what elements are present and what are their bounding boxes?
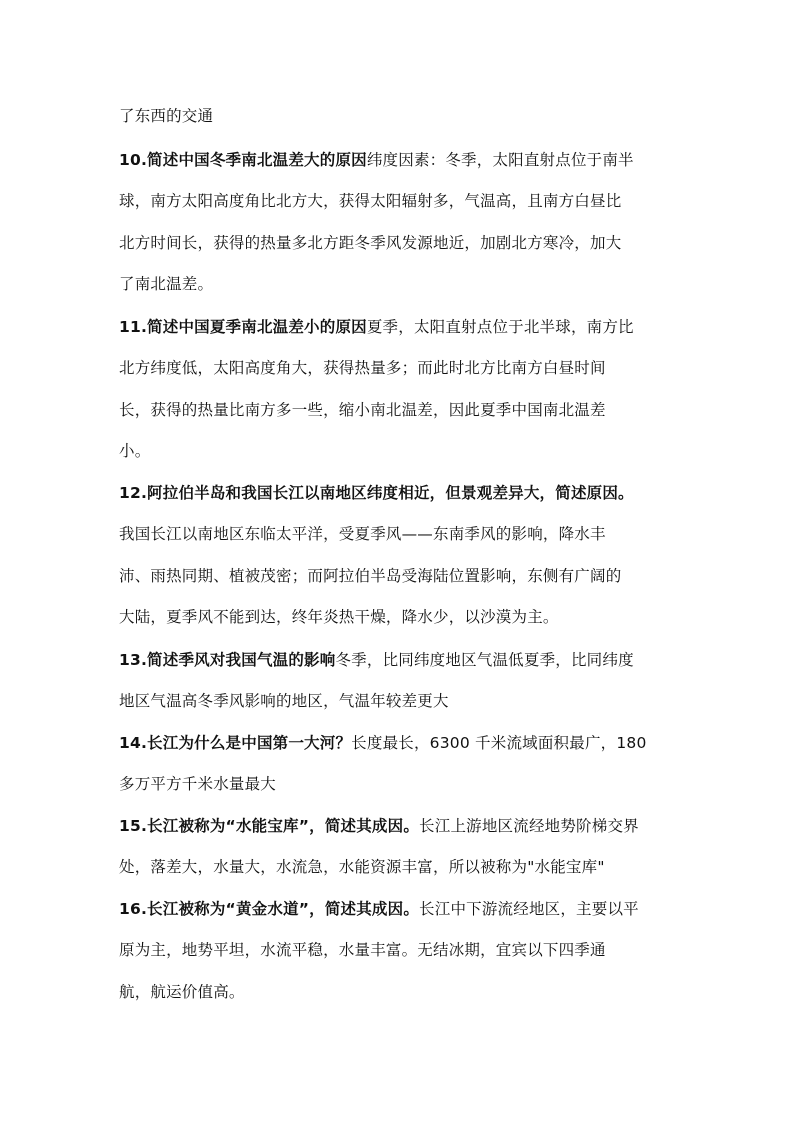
- line-text: 夏季，太阳直射点位于北半球，南方比: [366, 318, 634, 336]
- question-title: 16.长江被称为“黄金水道”，简述其成因。: [119, 900, 420, 918]
- line-text: 长度最长，6300 千米流域面积最广，180: [351, 734, 647, 752]
- text-line: [119, 106, 213, 126]
- text-line: [119, 400, 606, 420]
- line-text: 纬度因素：冬季，太阳直射点位于南半: [366, 151, 634, 169]
- question-title: 15.长江被称为“水能宝库”，简述其成因。: [119, 817, 420, 835]
- question-line: [119, 317, 634, 337]
- question-title: 12.阿拉伯半岛和我国长江以南地区纬度相近，但景观差异大，简述原因。: [119, 484, 634, 502]
- line-text: 航，航运价值高。: [119, 983, 245, 1001]
- line-text: 长江中下游流经地区，主要以平: [419, 900, 639, 918]
- text-line: [119, 774, 276, 794]
- line-text: 原为主，地势平坦，水流平稳，水量丰富。无结冰期，宜宾以下四季通: [119, 941, 606, 959]
- line-text: 我国长江以南地区东临太平洋，受夏季风——东南季风的影响，降水丰: [119, 525, 606, 543]
- text-line: [119, 233, 621, 253]
- question-title: 13.简述季风对我国气温的影响: [119, 651, 336, 669]
- text-line: [119, 358, 606, 378]
- text-line: [119, 441, 150, 461]
- question-line: [119, 816, 639, 836]
- line-text: 球，南方太阳高度角比北方大，获得太阳辐射多，气温高，且南方白昼比: [119, 192, 622, 210]
- line-text: 北方纬度低，太阳高度角大，获得热量多；而此时北方比南方白昼时间: [119, 359, 606, 377]
- line-text: 冬季，比同纬度地区气温低夏季，比同纬度: [335, 651, 634, 669]
- line-text: 了南北温差。: [119, 275, 214, 293]
- line-text: 处，落差大，水量大，水流急，水能资源丰富，所以被称为"水能宝库": [119, 858, 605, 876]
- text-line: [119, 274, 213, 294]
- text-line: [119, 691, 449, 711]
- text-line: [119, 857, 605, 877]
- question-line: [119, 733, 647, 753]
- line-text: 小。: [119, 442, 151, 460]
- question-line: [119, 483, 634, 503]
- question-title: 14.长江为什么是中国第一大河？: [119, 734, 352, 752]
- question-line: [119, 650, 634, 670]
- text-line: [119, 607, 559, 627]
- text-line: [119, 191, 621, 211]
- line-text: 了东西的交通: [119, 107, 214, 125]
- text-line: [119, 524, 606, 544]
- line-text: 地区气温高冬季风影响的地区，气温年较差更大: [119, 692, 449, 710]
- question-title: 11.简述中国夏季南北温差小的原因: [119, 318, 367, 336]
- line-text: 沛、雨热同期、植被茂密；而阿拉伯半岛受海陆位置影响，东侧有广阔的: [119, 567, 622, 585]
- line-text: 北方时间长，获得的热量多北方距冬季风发源地近，加剧北方寒冷，加大: [119, 234, 622, 252]
- line-text: 大陆，夏季风不能到达，终年炎热干燥，降水少，以沙漠为主。: [119, 608, 559, 626]
- question-title: 10.简述中国冬季南北温差大的原因: [119, 151, 367, 169]
- line-text: 长江上游地区流经地势阶梯交界: [419, 817, 639, 835]
- line-text: 多万平方千米水量最大: [119, 775, 277, 793]
- text-line: [119, 940, 606, 960]
- text-line: [119, 982, 245, 1002]
- line-text: 长，获得的热量比南方多一些，缩小南北温差，因此夏季中国南北温差: [119, 401, 606, 419]
- question-line: [119, 899, 639, 919]
- text-line: [119, 566, 621, 586]
- question-line: [119, 150, 634, 170]
